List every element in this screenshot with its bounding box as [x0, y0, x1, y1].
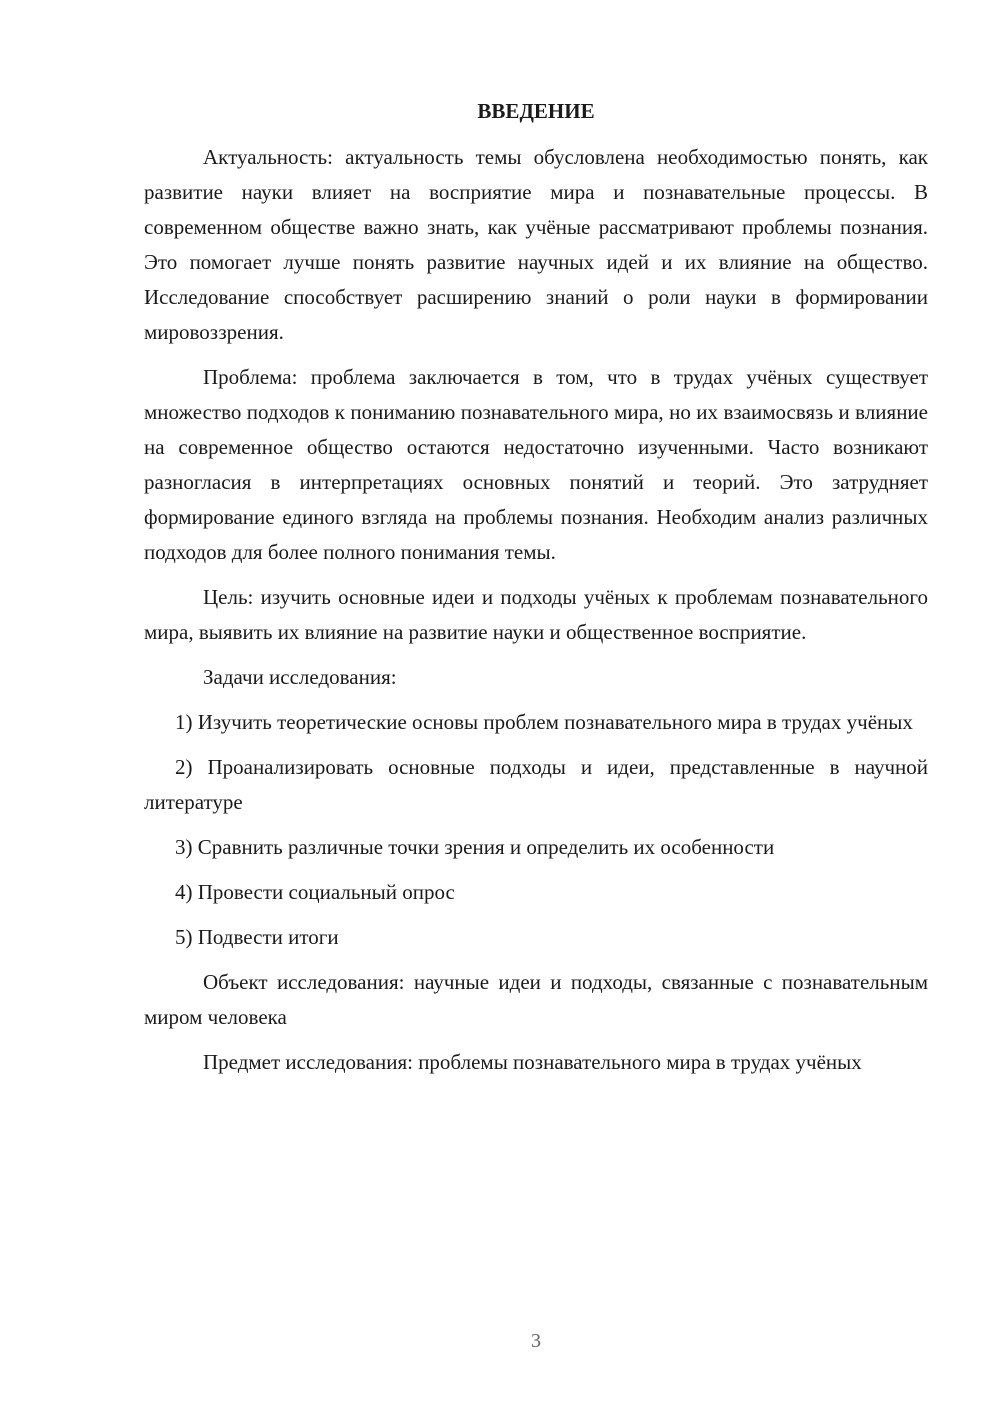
page-title: ВВЕДЕНИЕ [477, 99, 595, 123]
task-item: 4) Провести социальный опрос [175, 880, 455, 904]
document-body [144, 96, 928, 1090]
problem-paragraph: Проблема: проблема заключается в том, что в трудах учёных существует множество подходов к пониманию познавательного мира, но их взаимосвязь и влияние на современное общество остаются недостаточно изученными. Часто возникают разногласия в интерпретациях основных понятий и теорий. Это затрудняет формирование единого взгляда на проблемы познания. Необходим анализ различных подходов для более полного понимания темы. [144, 365, 928, 564]
relevance-paragraph: Актуальность: актуальность темы обусловлена необходимостью понять, как развитие науки влияет на восприятие мира и познавательные процессы. В современном обществе важно знать, как учёные рассматривают проблемы познания. Это помогает лучше понять развитие научных идей и их влияние на общество. Исследование способствует расширению знаний о роли науки в формировании мировоззрения. [144, 145, 928, 344]
goal-paragraph: Цель: изучить основные идеи и подходы учёных к проблемам познавательного мира, выявить их влияние на развитие науки и общественное восприятие. [144, 585, 928, 644]
subject-paragraph: Предмет исследования: проблемы познавательного мира в трудах учёных [203, 1050, 862, 1074]
task-item: 5) Подвести итоги [175, 925, 339, 949]
page-number: 3 [531, 1330, 541, 1352]
task-item: 3) Сравнить различные точки зрения и определить их особенности [175, 835, 775, 859]
task-item: 2) Проанализировать основные подходы и идеи, представленные в научной литературе [144, 755, 928, 814]
task-item: 1) Изучить теоретические основы проблем познавательного мира в трудах учёных [175, 710, 913, 734]
tasks-heading: Задачи исследования: [203, 665, 397, 689]
object-paragraph: Объект исследования: научные идеи и подходы, связанные с познавательным миром человека [144, 970, 928, 1029]
